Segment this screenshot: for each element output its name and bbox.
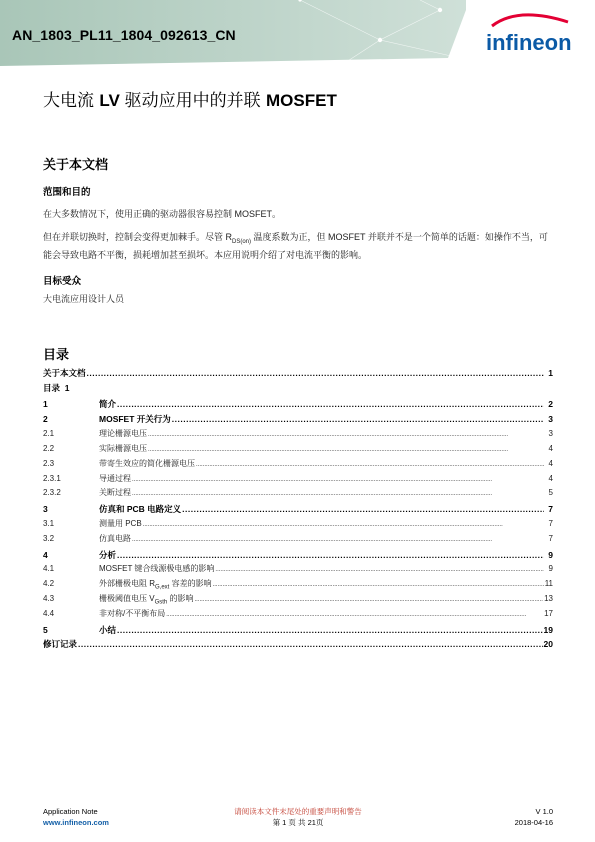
toc-leader-dots (196, 462, 544, 468)
toc-leader-dots (213, 582, 544, 588)
toc-entry-number: 2.2 (43, 443, 55, 453)
toc-entry-label: MOSFET 开关行为 (99, 414, 171, 425)
toc-entry[interactable] (43, 413, 553, 428)
footer-version: V 1.0 (535, 807, 553, 816)
toc-leader-dots (78, 639, 543, 649)
audience-heading: 目标受众 (43, 276, 82, 287)
toc-entry[interactable] (43, 638, 553, 653)
toc-entry-label: 理论栅源电压 (99, 429, 147, 439)
toc-entry-label: 导通过程 (99, 473, 131, 483)
toc-entry-number: 目录 (43, 382, 61, 393)
toc-entry-number: 5 (43, 624, 48, 635)
toc-entry-number: 4.4 (43, 608, 55, 618)
toc-entry-number: 2.3.2 (43, 488, 61, 498)
infineon-logo (478, 12, 582, 62)
audience-text: 大电流应用设计人员 (43, 294, 125, 304)
toc-entry[interactable] (43, 549, 553, 564)
toc-entry[interactable] (43, 428, 553, 443)
footer-date: 2018-04-16 (514, 818, 553, 827)
toc-leader-dots (194, 597, 543, 603)
toc-entry[interactable] (43, 578, 553, 593)
toc-entry[interactable] (43, 608, 553, 623)
toc-entry-page: 4 (548, 458, 553, 468)
toc-entry-label: 实际栅源电压 (99, 443, 147, 453)
toc-entry-label: 带寄生效应的简化栅源电压 (99, 458, 195, 468)
toc-entry-label: 分析 (99, 549, 117, 560)
toc-entry[interactable] (43, 443, 553, 458)
toc-entry[interactable] (43, 382, 553, 397)
toc-entry-page: 13 (544, 593, 553, 603)
toc-leader-dots (148, 447, 544, 453)
toc-entry-label: 1 (64, 382, 70, 393)
toc-entry-number: 4 (43, 549, 48, 560)
toc-entry[interactable] (43, 473, 553, 488)
about-heading: 关于本文档 (43, 157, 109, 172)
toc-entry-page: 17 (544, 608, 553, 618)
scope-paragraph-1: 在大多数情况下，使用正确的驱动器很容易控制 MOSFET。 (43, 209, 282, 219)
toc-entry-page: 7 (548, 504, 553, 515)
toc-entry-page: 3 (548, 414, 553, 425)
toc-entry-number: 1 (43, 398, 48, 409)
toc-entry-label: 仿真和 PCB 电路定义 (99, 504, 182, 515)
toc-entry[interactable] (43, 487, 553, 502)
toc-entry[interactable] (43, 518, 553, 533)
toc-leader-dots (143, 522, 544, 528)
toc-entry-label: 仿真电路 (99, 533, 131, 543)
toc-entry-number: 4.2 (43, 579, 55, 589)
toc-entry-label: 简介 (99, 398, 117, 409)
toc-entry[interactable] (43, 563, 553, 578)
toc-entry-page: 19 (543, 624, 553, 635)
toc-leader-dots (148, 432, 544, 438)
toc-entry-number: 2.3.1 (43, 473, 61, 483)
toc-leader-dots (87, 368, 544, 378)
toc-entry[interactable] (43, 533, 553, 548)
toc-leader-dots (132, 537, 544, 543)
toc-leader-dots (215, 567, 544, 573)
toc-leader-dots (117, 550, 544, 560)
toc-entry-page: 3 (548, 429, 553, 439)
toc-entry-label: 外部栅极电阻 $R_{G,ext}$ 容差的影响 (99, 579, 212, 591)
footer-doc-type: Application Note (43, 807, 98, 816)
footer-website-link[interactable]: www.infineon.com (43, 818, 109, 827)
toc-entry-page: 1 (548, 368, 553, 378)
scope-paragraph-2: 但在并联切换时，控制会变得更加棘手。尽管 $R_{DS(on)}$ 温度系数为正，但 MOSFET 并联并不是一个简单的话题：如操作不当，可能会导致电路不平衡，损耗增加甚至损坏。本应用说明介绍了对电流平衡的影响。 (43, 232, 548, 260)
toc-leader-dots (117, 399, 544, 409)
toc-entry-number: 4.1 (43, 564, 55, 574)
toc-entry-page: 20 (543, 639, 553, 650)
toc-entry-number: 2 (43, 414, 48, 425)
page-title: 大电流 LV 驱动应用中的并联 MOSFET (43, 91, 337, 111)
toc-entry[interactable] (43, 367, 553, 382)
toc-entry-page: 11 (544, 579, 553, 589)
toc-leader-dots (117, 625, 543, 635)
toc-leader-dots (166, 612, 543, 618)
toc-entry-number: 2.1 (43, 429, 55, 439)
logo-text: infineon (486, 30, 572, 55)
toc-leader-dots (182, 504, 544, 514)
toc-entry-number: 4.3 (43, 593, 55, 603)
toc-entry[interactable] (43, 503, 553, 518)
toc-entry-label: 小结 (99, 624, 117, 635)
toc-entry-label: MOSFET 键合线源极电感的影响 (99, 564, 215, 574)
toc-entry[interactable] (43, 458, 553, 473)
toc-entry-page: 4 (548, 473, 553, 483)
toc-entry[interactable] (43, 398, 553, 413)
toc-entry-number: 3 (43, 504, 48, 515)
toc-entry[interactable] (43, 624, 553, 639)
toc-leader-dots (132, 477, 544, 483)
scope-heading: 范围和目的 (43, 187, 91, 198)
toc-entry-number: 2.3 (43, 458, 55, 468)
toc-entry-label: 栅极阈值电压 $V_{Gsth}$ 的影响 (99, 593, 194, 606)
toc-leader-dots (172, 414, 544, 424)
footer-warning: 请阅读本文件末尾处的重要声明和警告 (234, 807, 362, 816)
footer-page-number: 第 1 页 共 21页 (272, 818, 324, 827)
toc-entry-page: 7 (548, 518, 553, 528)
toc-entry-label: 测量用 PCB (99, 518, 142, 528)
table-of-contents (43, 367, 553, 653)
toc-entry-label: 关断过程 (99, 488, 131, 498)
toc-entry-number: 3.1 (43, 518, 55, 528)
toc-entry-number: 关于本文档 (43, 368, 86, 378)
toc-leader-dots (132, 491, 544, 497)
toc-entry-page: 5 (548, 488, 553, 498)
toc-entry-page: 9 (548, 564, 553, 574)
document-id: AN_1803_PL11_1804_092613_CN (12, 27, 236, 43)
toc-entry[interactable] (43, 593, 553, 608)
toc-entry-page: 2 (548, 398, 553, 409)
toc-entry-page: 7 (548, 533, 553, 543)
toc-entry-label: 非对称/不平衡布局 (99, 608, 166, 618)
toc-title: 目录 (43, 347, 70, 362)
toc-entry-number: 3.2 (43, 533, 55, 543)
toc-entry-number: 修订记录 (43, 639, 78, 650)
toc-entry-page: 4 (548, 443, 553, 453)
toc-entry-page: 9 (548, 549, 553, 560)
